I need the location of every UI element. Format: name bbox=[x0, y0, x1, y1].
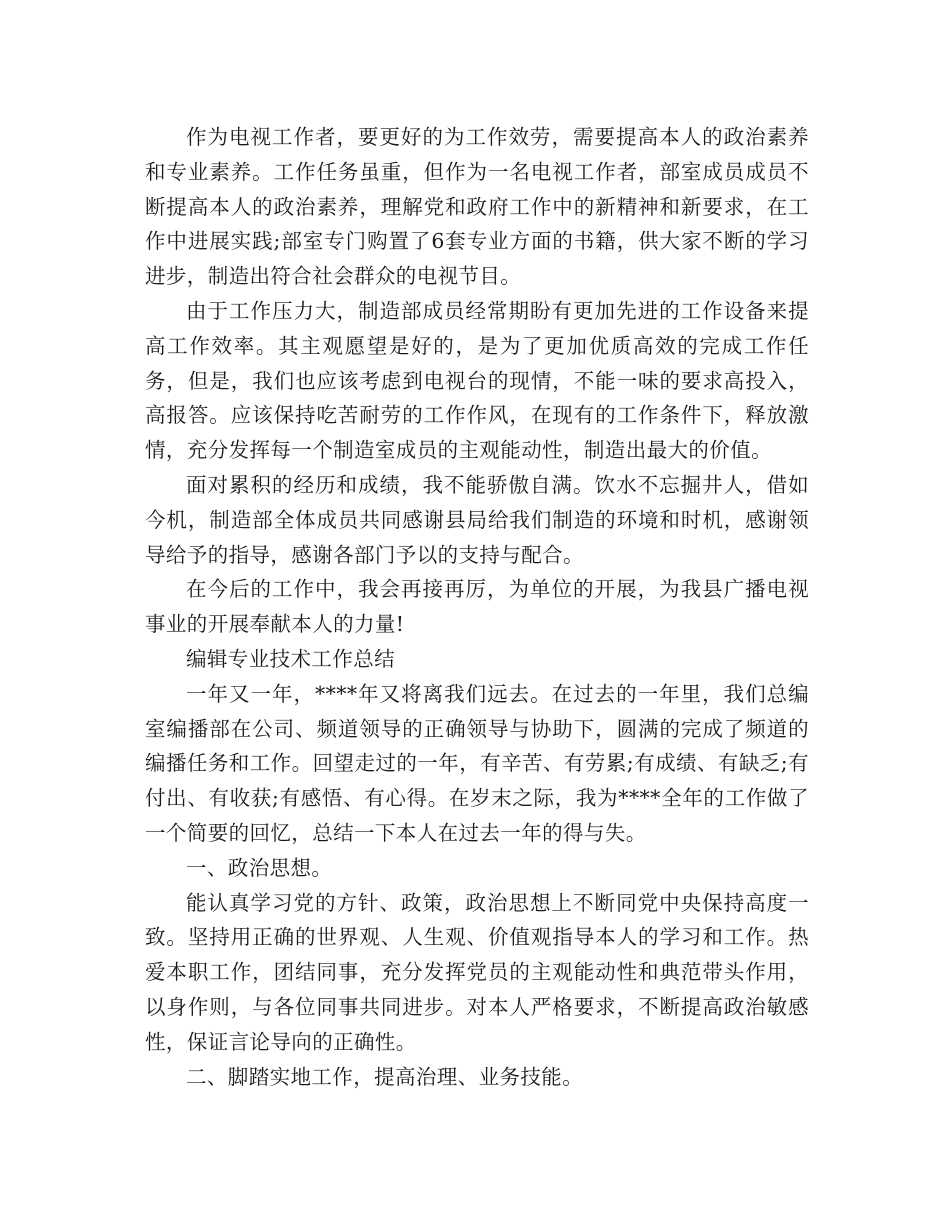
paragraph-work-quality: 作为电视工作者，要更好的为工作效劳，需要提高本人的政治素养和专业素养。工作任务虽重，但作为一名电视工作者，部室成员成员不断提高本人的政治素养，理解党和政府工作中的新精神和新要求，在工作中进展实践;部室专门购置了6套专业方面的书籍，供大家不断的学习进步，制造出符合社会群众的电视节目。 bbox=[145, 125, 809, 289]
paragraph-work-pressure: 由于工作压力大，制造部成员经常期盼有更加先进的工作设备来提高工作效率。其主观愿望是好的，是为了更加优质高效的完成工作任务，但是，我们也应该考虑到电视台的现情，不能一味的要求高投入，高报答。应该保持吃苦耐劳的工作作风，在现有的工作条件下，释放激情，充分发挥每一个制造室成员的主观能动性，制造出最大的价值。 bbox=[145, 298, 809, 463]
paragraph-achievements: 面对累积的经历和成绩，我不能骄傲自满。饮水不忘掘井人，借如今机，制造部全体成员共同感谢县局给我们制造的环境和时机，感谢领导给予的指导，感谢各部门予以的支持与配合。 bbox=[145, 472, 809, 567]
paragraph-politics: 能认真学习党的方针、政策，政治思想上不断同党中央保持高度一致。坚持用正确的世界观、人生观、价值观指导本人的学习和工作。热爱本职工作，团结同事，充分发挥党员的主观能动性和典范带头作用，以身作则，与各位同事共同进步。对本人严格要求，不断提高政治敏感性，保证言论导向的正确性。 bbox=[145, 890, 809, 1054]
document-body bbox=[145, 120, 809, 1094]
section-heading-politics: 一、政治思想。 bbox=[186, 855, 333, 880]
paragraph-year-review: 一年又一年，****年又将离我们远去。在过去的一年里，我们总编室编播部在公司、频道领导的正确领导与协助下，圆满的完成了频道的编播任务和工作。回望走过的一年，有辛苦、有劳累;有成绩、有缺乏;有付出、有收获;有感悟、有心得。在岁末之际，我为****全年的工作做了一个简要的回忆，总结一下本人在过去一年的得与失。 bbox=[145, 681, 809, 845]
section-heading-skills: 二、脚踏实地工作，提高治理、业务技能。 bbox=[186, 1064, 584, 1089]
paragraph-future-work: 在今后的工作中，我会再接再厉，为单位的开展，为我县广播电视事业的开展奉献本人的力量! bbox=[145, 577, 809, 637]
section-title: 编辑专业技术工作总结 bbox=[186, 646, 395, 671]
